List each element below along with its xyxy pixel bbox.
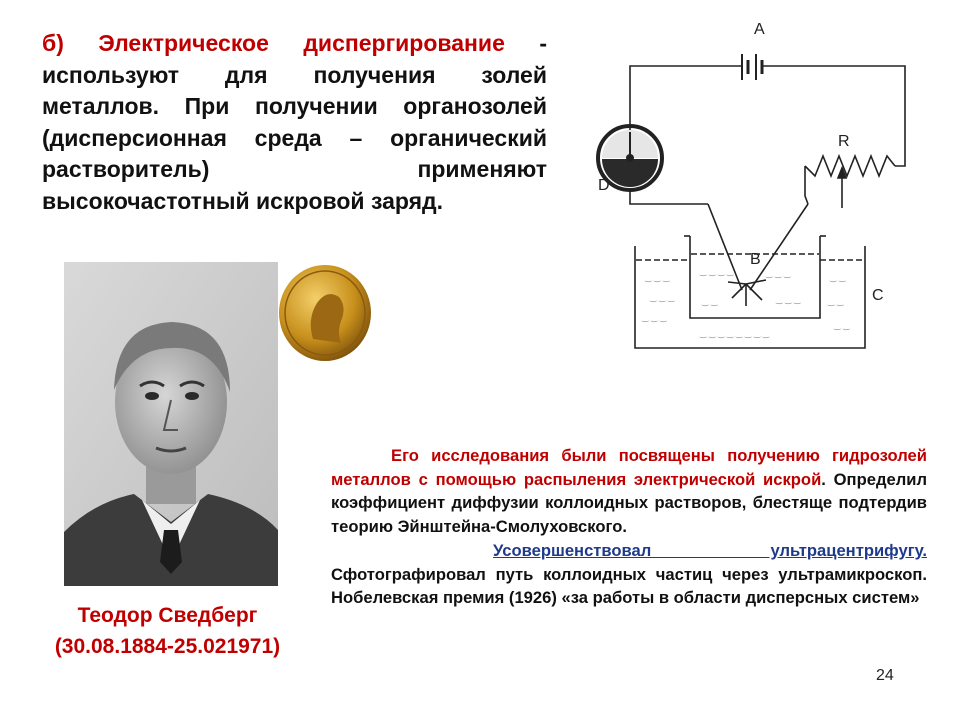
bio-p2-rest: Сфотографировал путь коллоидных частиц через ультрамикроскоп. Нобелевская премия (1926) «за работы в области дисперсных систем» (331, 564, 927, 608)
svg-text:‿ ‿: ‿ ‿ (702, 297, 718, 306)
bio-paragraph-2 (331, 539, 927, 610)
bio-paragraph-1 (331, 444, 927, 539)
person-caption (30, 600, 305, 662)
nobel-medal-image (277, 263, 373, 363)
bio-link-ultracentrifuge: Усовершенствовал ультрацентрифугу. (493, 540, 927, 560)
biography-text (331, 444, 927, 610)
label-a: A (754, 21, 765, 38)
intro-paragraph (42, 28, 547, 217)
label-b: B (750, 251, 761, 268)
person-dates: (30.08.1884-25.021971) (54, 635, 281, 658)
svg-text:‿ ‿ ‿ ‿ ‿ ‿ ‿ ‿: ‿ ‿ ‿ ‿ ‿ ‿ ‿ ‿ (700, 329, 770, 338)
svg-text:‿ ‿: ‿ ‿ (828, 297, 844, 306)
label-d: D (598, 177, 610, 194)
label-c: C (872, 287, 884, 304)
page-number: 24 (876, 667, 894, 684)
svg-text:‿ ‿ ‿: ‿ ‿ ‿ (776, 295, 801, 304)
svg-text:‿ ‿ ‿: ‿ ‿ ‿ (642, 313, 667, 322)
svg-text:‿ ‿ ‿ ‿: ‿ ‿ ‿ ‿ (700, 267, 734, 276)
svg-text:‿ ‿ ‿: ‿ ‿ ‿ (645, 273, 670, 282)
svg-text:‿ ‿: ‿ ‿ (834, 321, 850, 330)
bio-highlight-red: Его исследования были посвящены получению гидрозолей металлов с помощью распыления электрической искрой (331, 446, 927, 489)
intro-heading: б) Электрическое диспергирование (42, 30, 505, 56)
person-name: Теодор Сведберг (77, 604, 258, 627)
svedberg-portrait-photo (64, 262, 278, 586)
intro-text: - используют для получения золей металлов. При получении органозолей (дисперсионная среда – органический растворитель) применяют высокочастотный искровой заряд. (42, 30, 547, 214)
svg-text:‿ ‿ ‿: ‿ ‿ ‿ (650, 293, 675, 302)
svg-text:‿ ‿ ‿: ‿ ‿ ‿ (766, 269, 791, 278)
svg-text:‿ ‿: ‿ ‿ (830, 273, 846, 282)
electric-dispersion-apparatus-diagram (590, 18, 920, 358)
bio-p1-rest: . Определил коэффициент диффузии коллоидных растворов, блестяще подтердив теорию Эйнштейна-Смолуховского. (331, 469, 927, 537)
label-r: R (838, 133, 850, 150)
